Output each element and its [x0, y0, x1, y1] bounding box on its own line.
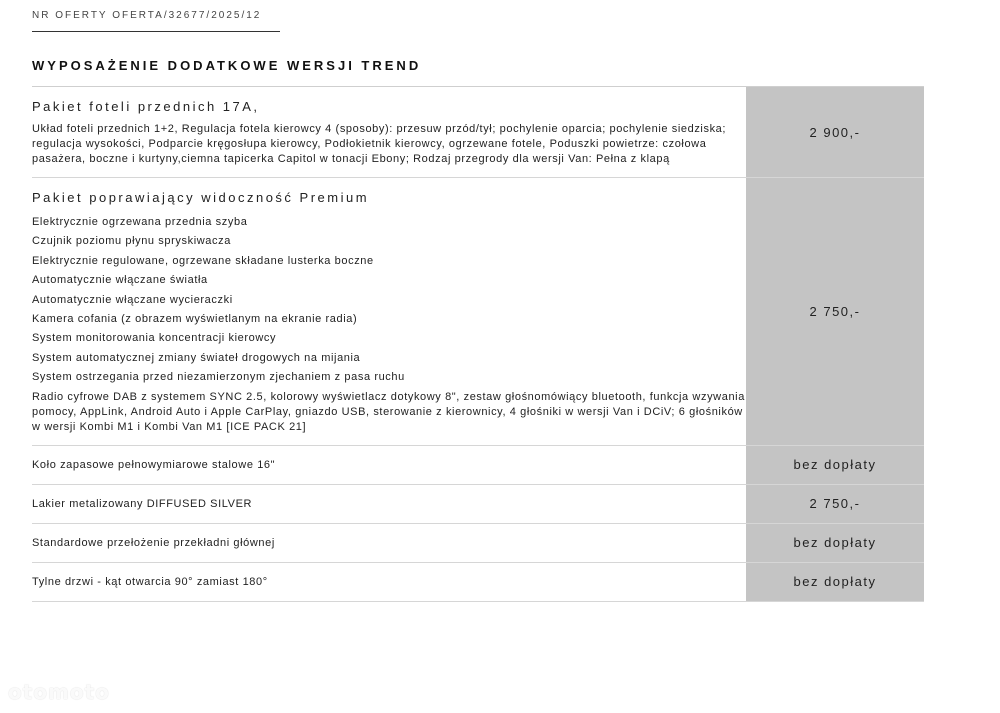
- package-title: Pakiet poprawiający widoczność Premium: [32, 190, 370, 205]
- item-label: Lakier metalizowany DIFFUSED SILVER: [32, 497, 253, 510]
- table-row: [32, 87, 924, 178]
- table-row: [32, 446, 924, 485]
- section-title: WYPOSAŻENIE DODATKOWE WERSJI TREND: [32, 58, 422, 73]
- package-body: Układ foteli przednich 1+2, Regulacja fotela kierowcy 4 (sposoby): przesuw przód/tył; pochylenie oparcia; pochylenie siedziska; regulacja wysokości, Podparcie kręgosłupa kierowcy, Podłokietnik kierowcy, ogrzewane fotele, Poduszki powietrze: czołowa pasażera, boczne i kurtyny,ciemna tapicerka Capitol w tonacji Ebony; Rodzaj przegrody dla wersji Van: Pełna z klapą: [32, 123, 727, 165]
- table-row: [32, 563, 924, 602]
- offer-number-underline: [32, 31, 280, 32]
- list-item: Czujnik poziomu płynu spryskiwacza: [32, 235, 231, 248]
- equipment-table: [32, 86, 924, 602]
- list-item: Elektrycznie ogrzewana przednia szyba: [32, 216, 248, 228]
- package-description: [32, 178, 746, 445]
- package-description: [32, 87, 746, 177]
- item-label: Standardowe przełożenie przekładni głównej: [32, 536, 275, 549]
- package-title: Pakiet foteli przednich 17A,: [32, 99, 260, 114]
- table-row: [32, 524, 924, 563]
- price-cell: 2 750,-: [746, 485, 924, 523]
- list-item: Automatycznie włączane światła: [32, 274, 208, 287]
- list-item: System monitorowania koncentracji kierowcy: [32, 332, 277, 345]
- offer-number: NR OFERTY OFERTA/32677/2025/12: [32, 10, 262, 21]
- price-cell: 2 750,-: [746, 178, 924, 445]
- price-cell: bez dopłaty: [746, 524, 924, 562]
- table-row: [32, 178, 924, 446]
- watermark-logo: otomoto: [8, 680, 110, 704]
- list-item: Kamera cofania (z obrazem wyświetlanym na ekranie radia): [32, 313, 358, 326]
- list-item: Elektrycznie regulowane, ogrzewane składane lusterka boczne: [32, 254, 374, 267]
- list-item: System ostrzegania przed niezamierzonym zjechaniem z pasa ruchu: [32, 371, 405, 384]
- table-row: [32, 485, 924, 524]
- price-cell: bez dopłaty: [746, 563, 924, 601]
- list-item: Automatycznie włączane wycieraczki: [32, 293, 233, 306]
- price-cell: 2 900,-: [746, 87, 924, 177]
- list-item: System automatycznej zmiany świateł drogowych na mijania: [32, 351, 361, 364]
- item-label: Tylne drzwi - kąt otwarcia 90° zamiast 180°: [32, 575, 268, 588]
- list-item: Radio cyfrowe DAB z systemem SYNC 2.5, kolorowy wyświetlacz dotykowy 8", zestaw głośnomówiący bluetooth, funkcja wzywania pomocy, AppLink, Android Auto i Apple CarPlay, gniazdo USB, sterowanie z kierownicy, 4 głośniki w wersji Van i DCiV; 6 głośników w wersji Kombi M1 i Kombi Van M1 [ICE PACK 21]: [32, 390, 745, 433]
- item-label: Koło zapasowe pełnowymiarowe stalowe 16": [32, 458, 276, 471]
- price-cell: bez dopłaty: [746, 446, 924, 484]
